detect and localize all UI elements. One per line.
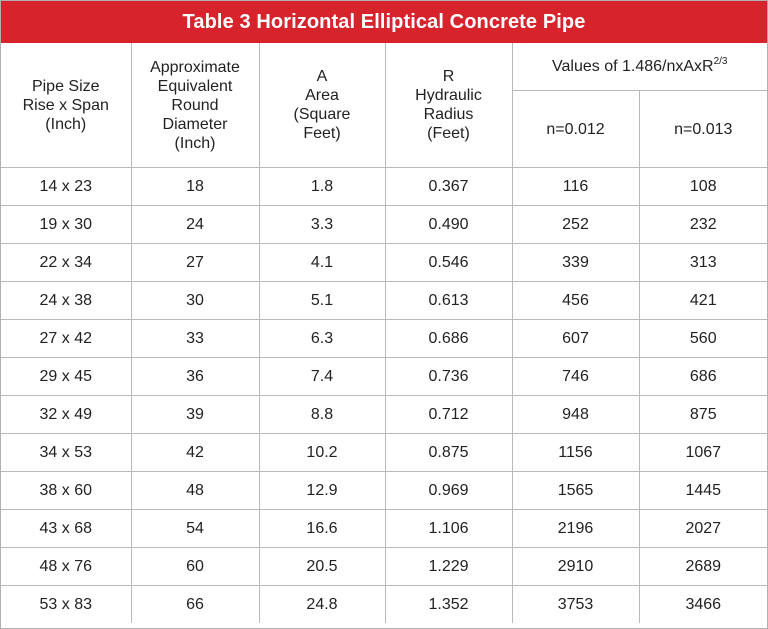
cell-area: 4.1 <box>259 244 385 282</box>
cell-value-n-0012: 1565 <box>512 472 639 510</box>
cell-value-n-0012: 746 <box>512 358 639 396</box>
header-area-line4: Feet) <box>303 125 341 142</box>
cell-pipe-size: 24 x 38 <box>1 282 131 320</box>
header-pipe-size-line3: (Inch) <box>45 115 87 133</box>
table-row <box>1 548 767 586</box>
cell-value-n-0012: 339 <box>512 244 639 282</box>
cell-round-diameter: 30 <box>131 282 259 320</box>
header-round-diameter-line4: Diameter <box>162 115 228 133</box>
table-row <box>1 282 767 320</box>
cell-hydraulic-radius: 0.736 <box>385 358 512 396</box>
table-body <box>1 168 767 624</box>
cell-round-diameter: 42 <box>131 434 259 472</box>
cell-value-n-0012: 948 <box>512 396 639 434</box>
cell-value-n-0012: 252 <box>512 206 639 244</box>
cell-round-diameter: 60 <box>131 548 259 586</box>
table-row <box>1 358 767 396</box>
cell-hydraulic-radius: 0.712 <box>385 396 512 434</box>
cell-value-n-0013: 421 <box>639 282 767 320</box>
cell-round-diameter: 27 <box>131 244 259 282</box>
cell-hydraulic-radius: 0.613 <box>385 282 512 320</box>
cell-hydraulic-radius: 0.367 <box>385 168 512 206</box>
cell-value-n-0013: 313 <box>639 244 767 282</box>
header-area-line2: Area <box>305 87 339 104</box>
cell-value-n-0013: 1067 <box>639 434 767 472</box>
header-hydraulic-radius <box>385 43 512 168</box>
cell-area: 12.9 <box>259 472 385 510</box>
cell-pipe-size: 14 x 23 <box>1 168 131 206</box>
cell-value-n-0013: 3466 <box>639 586 767 624</box>
header-round-diameter <box>131 43 259 168</box>
header-area-line1: A <box>316 68 328 85</box>
cell-value-n-0012: 2910 <box>512 548 639 586</box>
cell-value-n-0013: 875 <box>639 396 767 434</box>
cell-area: 10.2 <box>259 434 385 472</box>
table-row <box>1 586 767 624</box>
cell-pipe-size: 29 x 45 <box>1 358 131 396</box>
cell-area: 24.8 <box>259 586 385 624</box>
header-area-line3: (Square <box>293 106 351 123</box>
header-values-group <box>512 43 767 91</box>
header-n-0012: n=0.012 <box>512 91 639 168</box>
cell-value-n-0012: 2196 <box>512 510 639 548</box>
header-pipe-size-line2: Rise x Span <box>22 96 109 114</box>
cell-hydraulic-radius: 1.229 <box>385 548 512 586</box>
cell-pipe-size: 32 x 49 <box>1 396 131 434</box>
cell-value-n-0013: 686 <box>639 358 767 396</box>
cell-round-diameter: 36 <box>131 358 259 396</box>
header-round-diameter-line5: (Inch) <box>174 134 216 152</box>
cell-pipe-size: 53 x 83 <box>1 586 131 624</box>
table-row <box>1 510 767 548</box>
table-row <box>1 168 767 206</box>
header-values-exponent: 2/3 <box>713 55 728 67</box>
cell-area: 8.8 <box>259 396 385 434</box>
cell-value-n-0012: 607 <box>512 320 639 358</box>
cell-value-n-0013: 108 <box>639 168 767 206</box>
header-row-top <box>1 43 767 91</box>
cell-value-n-0013: 2027 <box>639 510 767 548</box>
cell-area: 6.3 <box>259 320 385 358</box>
cell-area: 5.1 <box>259 282 385 320</box>
header-round-diameter-line3: Round <box>171 96 219 114</box>
cell-hydraulic-radius: 0.686 <box>385 320 512 358</box>
cell-hydraulic-radius: 0.490 <box>385 206 512 244</box>
header-values-formula: Values of 1.486/nxAxR <box>552 58 714 75</box>
cell-value-n-0013: 1445 <box>639 472 767 510</box>
cell-area: 3.3 <box>259 206 385 244</box>
pipe-data-table <box>1 43 767 623</box>
cell-pipe-size: 27 x 42 <box>1 320 131 358</box>
cell-value-n-0012: 456 <box>512 282 639 320</box>
header-radius-line2: Hydraulic <box>415 87 482 104</box>
table-title: Table 3 Horizontal Elliptical Concrete Pipe <box>1 1 767 43</box>
cell-hydraulic-radius: 1.106 <box>385 510 512 548</box>
table-row <box>1 434 767 472</box>
cell-hydraulic-radius: 1.352 <box>385 586 512 624</box>
cell-round-diameter: 18 <box>131 168 259 206</box>
header-round-diameter-line2: Equivalent <box>157 77 233 95</box>
cell-value-n-0012: 116 <box>512 168 639 206</box>
cell-pipe-size: 22 x 34 <box>1 244 131 282</box>
table-row <box>1 396 767 434</box>
cell-value-n-0013: 2689 <box>639 548 767 586</box>
cell-round-diameter: 48 <box>131 472 259 510</box>
header-radius-line1: R <box>442 68 455 85</box>
table-row <box>1 320 767 358</box>
cell-pipe-size: 43 x 68 <box>1 510 131 548</box>
cell-area: 16.6 <box>259 510 385 548</box>
cell-area: 20.5 <box>259 548 385 586</box>
cell-hydraulic-radius: 0.969 <box>385 472 512 510</box>
header-round-diameter-line1: Approximate <box>150 58 240 76</box>
cell-round-diameter: 39 <box>131 396 259 434</box>
header-n-0013: n=0.013 <box>639 91 767 168</box>
cell-hydraulic-radius: 0.546 <box>385 244 512 282</box>
cell-pipe-size: 34 x 53 <box>1 434 131 472</box>
header-area <box>259 43 385 168</box>
cell-area: 7.4 <box>259 358 385 396</box>
table-row <box>1 472 767 510</box>
cell-area: 1.8 <box>259 168 385 206</box>
cell-value-n-0012: 1156 <box>512 434 639 472</box>
cell-round-diameter: 33 <box>131 320 259 358</box>
cell-pipe-size: 48 x 76 <box>1 548 131 586</box>
cell-pipe-size: 19 x 30 <box>1 206 131 244</box>
cell-value-n-0012: 3753 <box>512 586 639 624</box>
cell-value-n-0013: 232 <box>639 206 767 244</box>
cell-round-diameter: 24 <box>131 206 259 244</box>
cell-round-diameter: 66 <box>131 586 259 624</box>
header-pipe-size-line1: Pipe Size <box>31 77 100 95</box>
cell-round-diameter: 54 <box>131 510 259 548</box>
table-row <box>1 244 767 282</box>
header-radius-line4: (Feet) <box>427 125 470 142</box>
table-row <box>1 206 767 244</box>
header-pipe-size <box>1 43 131 168</box>
cell-value-n-0013: 560 <box>639 320 767 358</box>
cell-hydraulic-radius: 0.875 <box>385 434 512 472</box>
header-radius-line3: Radius <box>423 106 474 123</box>
cell-pipe-size: 38 x 60 <box>1 472 131 510</box>
